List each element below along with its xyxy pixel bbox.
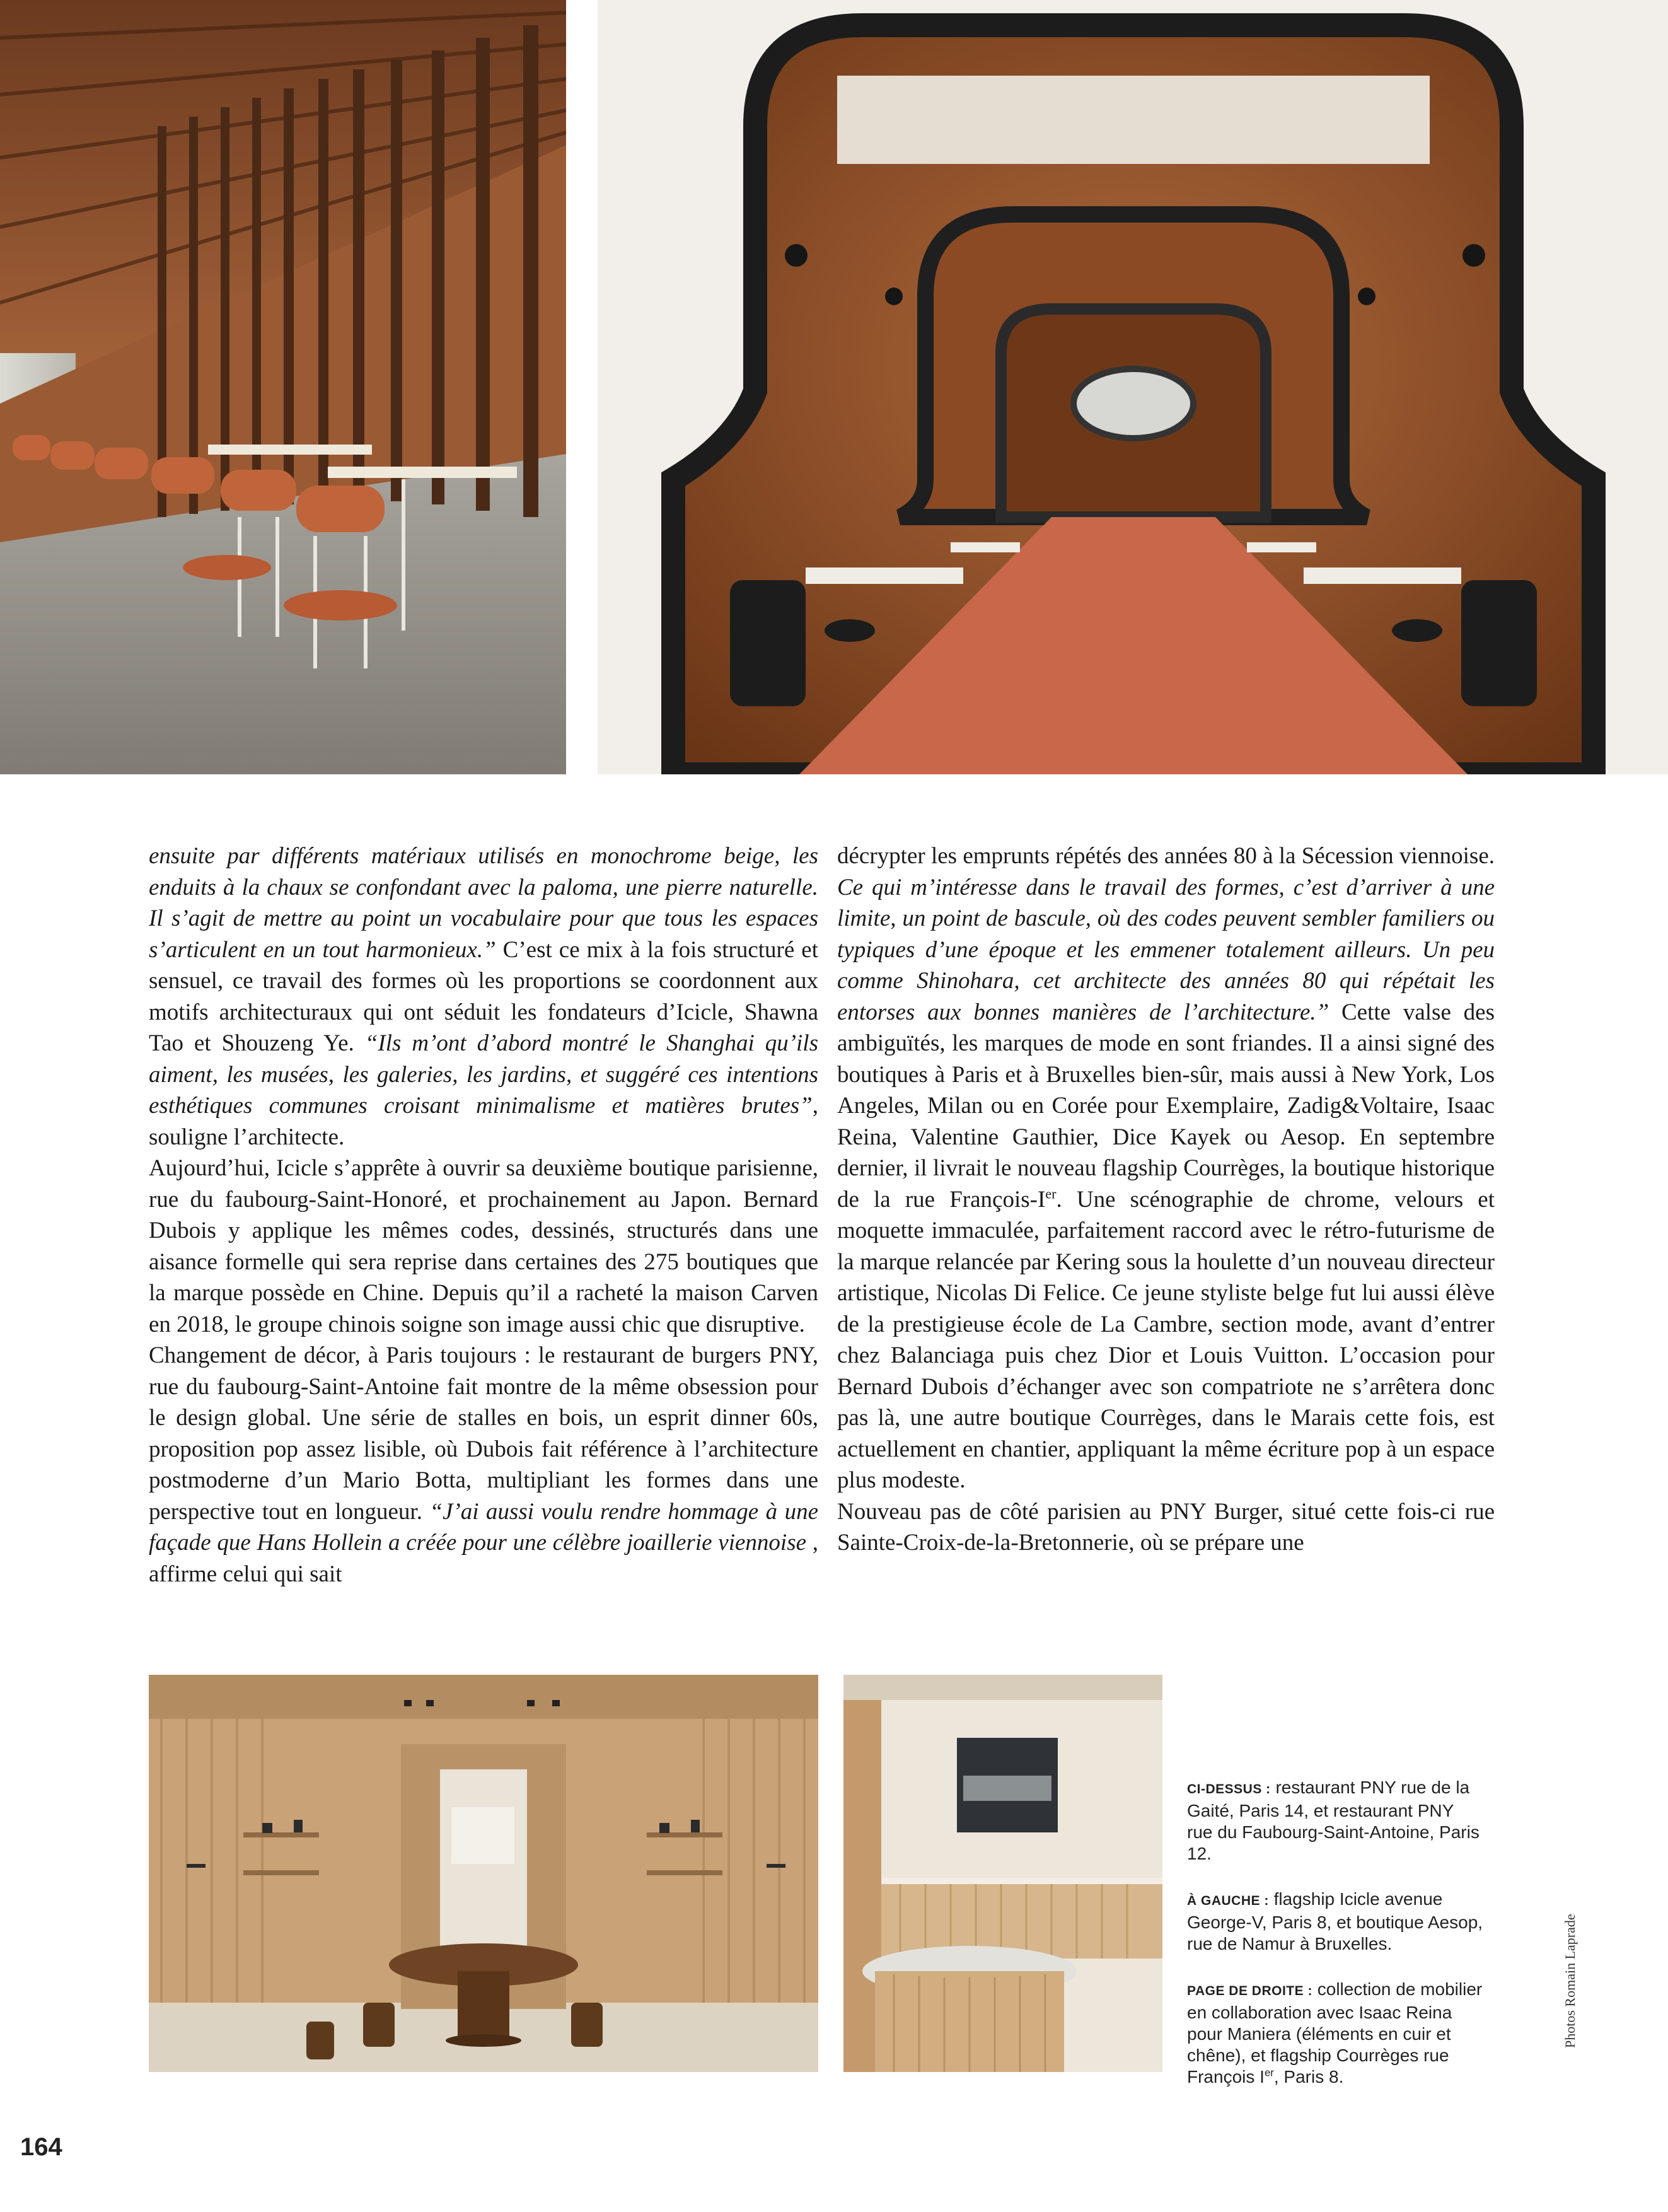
photo-credit: Photos Romain Laprade <box>1562 1914 1578 2048</box>
quote-text: ensuite par différents matériaux utilisés en monochrome beige, les enduits à la chaux se confondant avec la paloma, une pierre naturelle. Il s’agit de mettre au point un vocabulaire pour que tous les espaces s’articulent en un tout harmonieux.” <box>149 843 818 963</box>
quote-text: Ce qui m’intéresse dans le travail des formes, c’est d’arriver à une limite, un point de bascule, où des codes peuvent sembler familiers ou typiques d’une époque et les emmener totalement ailleurs. Un peu comme Shinohara, cet architecte des années 80 qui répétait les entorses aux bonnes manières de l’architecture.” <box>837 874 1495 1025</box>
page-number: 164 <box>20 2133 62 2161</box>
article-column-right <box>837 841 1495 1559</box>
caption-text: flagship Icicle avenue George-V, Paris 8, et boutique Aesop, rue de Namur à Bruxelles. <box>1187 1889 1483 1953</box>
body-text: , souligne l’architecte. <box>149 1093 818 1150</box>
restaurant-stalls-photo <box>0 0 566 774</box>
caption-label: PAGE DE DROITE : <box>1187 1984 1312 1998</box>
superscript: er <box>1264 2066 1274 2079</box>
aesop-boutique-photo <box>843 1675 1162 2072</box>
quote-text: “J’ai aussi voulu rendre hommage à une façade que Hans Hollein a créée pour une célèbre joaillerie viennoise <box>149 1498 819 1556</box>
quote-text: “Ils m’ont d’abord montré le Shanghai qu’ils aiment, les musées, les galeries, les jardins, et suggéré ces intentions esthétiques communes croisant minimalisme et matières brutes” <box>149 1030 818 1119</box>
caption-label: CI-DESSUS : <box>1187 1782 1271 1796</box>
photo-captions <box>1187 1777 1483 2112</box>
restaurant-stalls-illustration <box>0 0 566 774</box>
caption-text: , Paris 8. <box>1273 2067 1344 2087</box>
body-text: décrypter les emprunts répétés des années 80 à la Sécession viennoise. <box>837 843 1495 869</box>
aesop-interior-illustration <box>843 1675 1162 2072</box>
caption-text: collection de mobilier en collaboration avec Isaac Reina pour Maniera (éléments en cuir et chêne), et flagship Courrèges rue François I <box>1187 1979 1483 2087</box>
body-text: Changement de décor, à Paris toujours : le restaurant de burgers PNY, rue du faubourg-Saint-Antoine fait montre de la même obsession pour le design global. Une série de stalles en bois, un esprit dinner 60s, proposition pop assez lisible, où Dubois fait référence à l’architecture postmoderne d’un Mario Botta, multipliant les formes dans une perspective tout en longueur. <box>149 1342 818 1525</box>
caption-above <box>1187 1777 1483 1865</box>
body-text: , affirme celui qui sait <box>149 1530 819 1587</box>
caption-label: À GAUCHE : <box>1187 1894 1269 1908</box>
oval-portals-illustration <box>598 0 1668 774</box>
caption-right-page <box>1187 1979 1483 2088</box>
article-paragraph: Aujourd’hui, Icicle s’apprête à ouvrir sa deuxième boutique parisienne, rue du faubourg-Saint-Honoré, et prochainement au Japon. Bernard Dubois y applique les mêmes codes, dessinés, structurés dans une aisance formelle qui sera reprise dans certaines des 275 boutiques que la marque possède en Chine. Depuis qu’il a racheté la maison Carven en 2018, le groupe chinois soigne son image aussi chic que disruptive. <box>149 1155 818 1337</box>
article-paragraph <box>837 841 1495 1496</box>
caption-text: restaurant PNY rue de la Gaité, Paris 14, et restaurant PNY rue du Faubourg-Saint-Antoine, Paris 12. <box>1187 1778 1480 1863</box>
article-paragraph <box>149 1340 818 1590</box>
icicle-interior-illustration <box>149 1675 818 2072</box>
article-paragraph <box>149 841 818 1153</box>
body-text: Cette valse des ambiguïtés, les marques de mode en sont friandes. Il a ainsi signé des boutiques à Paris et à Bruxelles bien-sûr, mais aussi à New York, Los Angeles, Milan ou en Corée pour Exemplaire, Zadig&Voltaire, Isaac Reina, Valentine Gauthier, Dice Kayek ou Aesop. En septembre dernier, il livrait le nouveau flagship Courrèges, la boutique historique de la rue François-I <box>837 999 1495 1213</box>
superscript: er <box>1045 1185 1057 1202</box>
caption-left <box>1187 1889 1483 1955</box>
icicle-flagship-photo <box>149 1675 818 2072</box>
article-column-left <box>149 841 818 1590</box>
article-paragraph: Nouveau pas de côté parisien au PNY Burger, situé cette fois-ci rue Sainte-Croix-de-la-Bretonnerie, où se prépare une <box>837 1498 1495 1556</box>
body-text: . Une scénographie de chrome, velours et moquette immaculée, parfaitement raccord avec le rétro-futurisme de la marque relancée par Kering sous la houlette d’un nouveau directeur artistique, Nicolas Di Felice. Ce jeune styliste belge fut lui aussi élève de la prestigieuse école de La Cambre, section mode, avant d’entrer chez Balanciaga puis chez Dior et Louis Vuitton. L’occasion pour Bernard Dubois d’échanger avec son compatriote ne s’arrêtera donc pas là, une autre boutique Courrèges, dans le Marais cette fois, est actuellement en chantier, appliquant la même écriture pop à un espace plus modeste. <box>837 1186 1495 1493</box>
body-text: C’est ce mix à la fois structuré et sensuel, ce travail des formes où les proportions se coordonnent aux motifs architecturaux qui ont séduit les fondateurs d’Icicle, Shawna Tao et Shouzeng Ye. <box>149 936 819 1056</box>
restaurant-oval-portals-photo <box>598 0 1668 774</box>
